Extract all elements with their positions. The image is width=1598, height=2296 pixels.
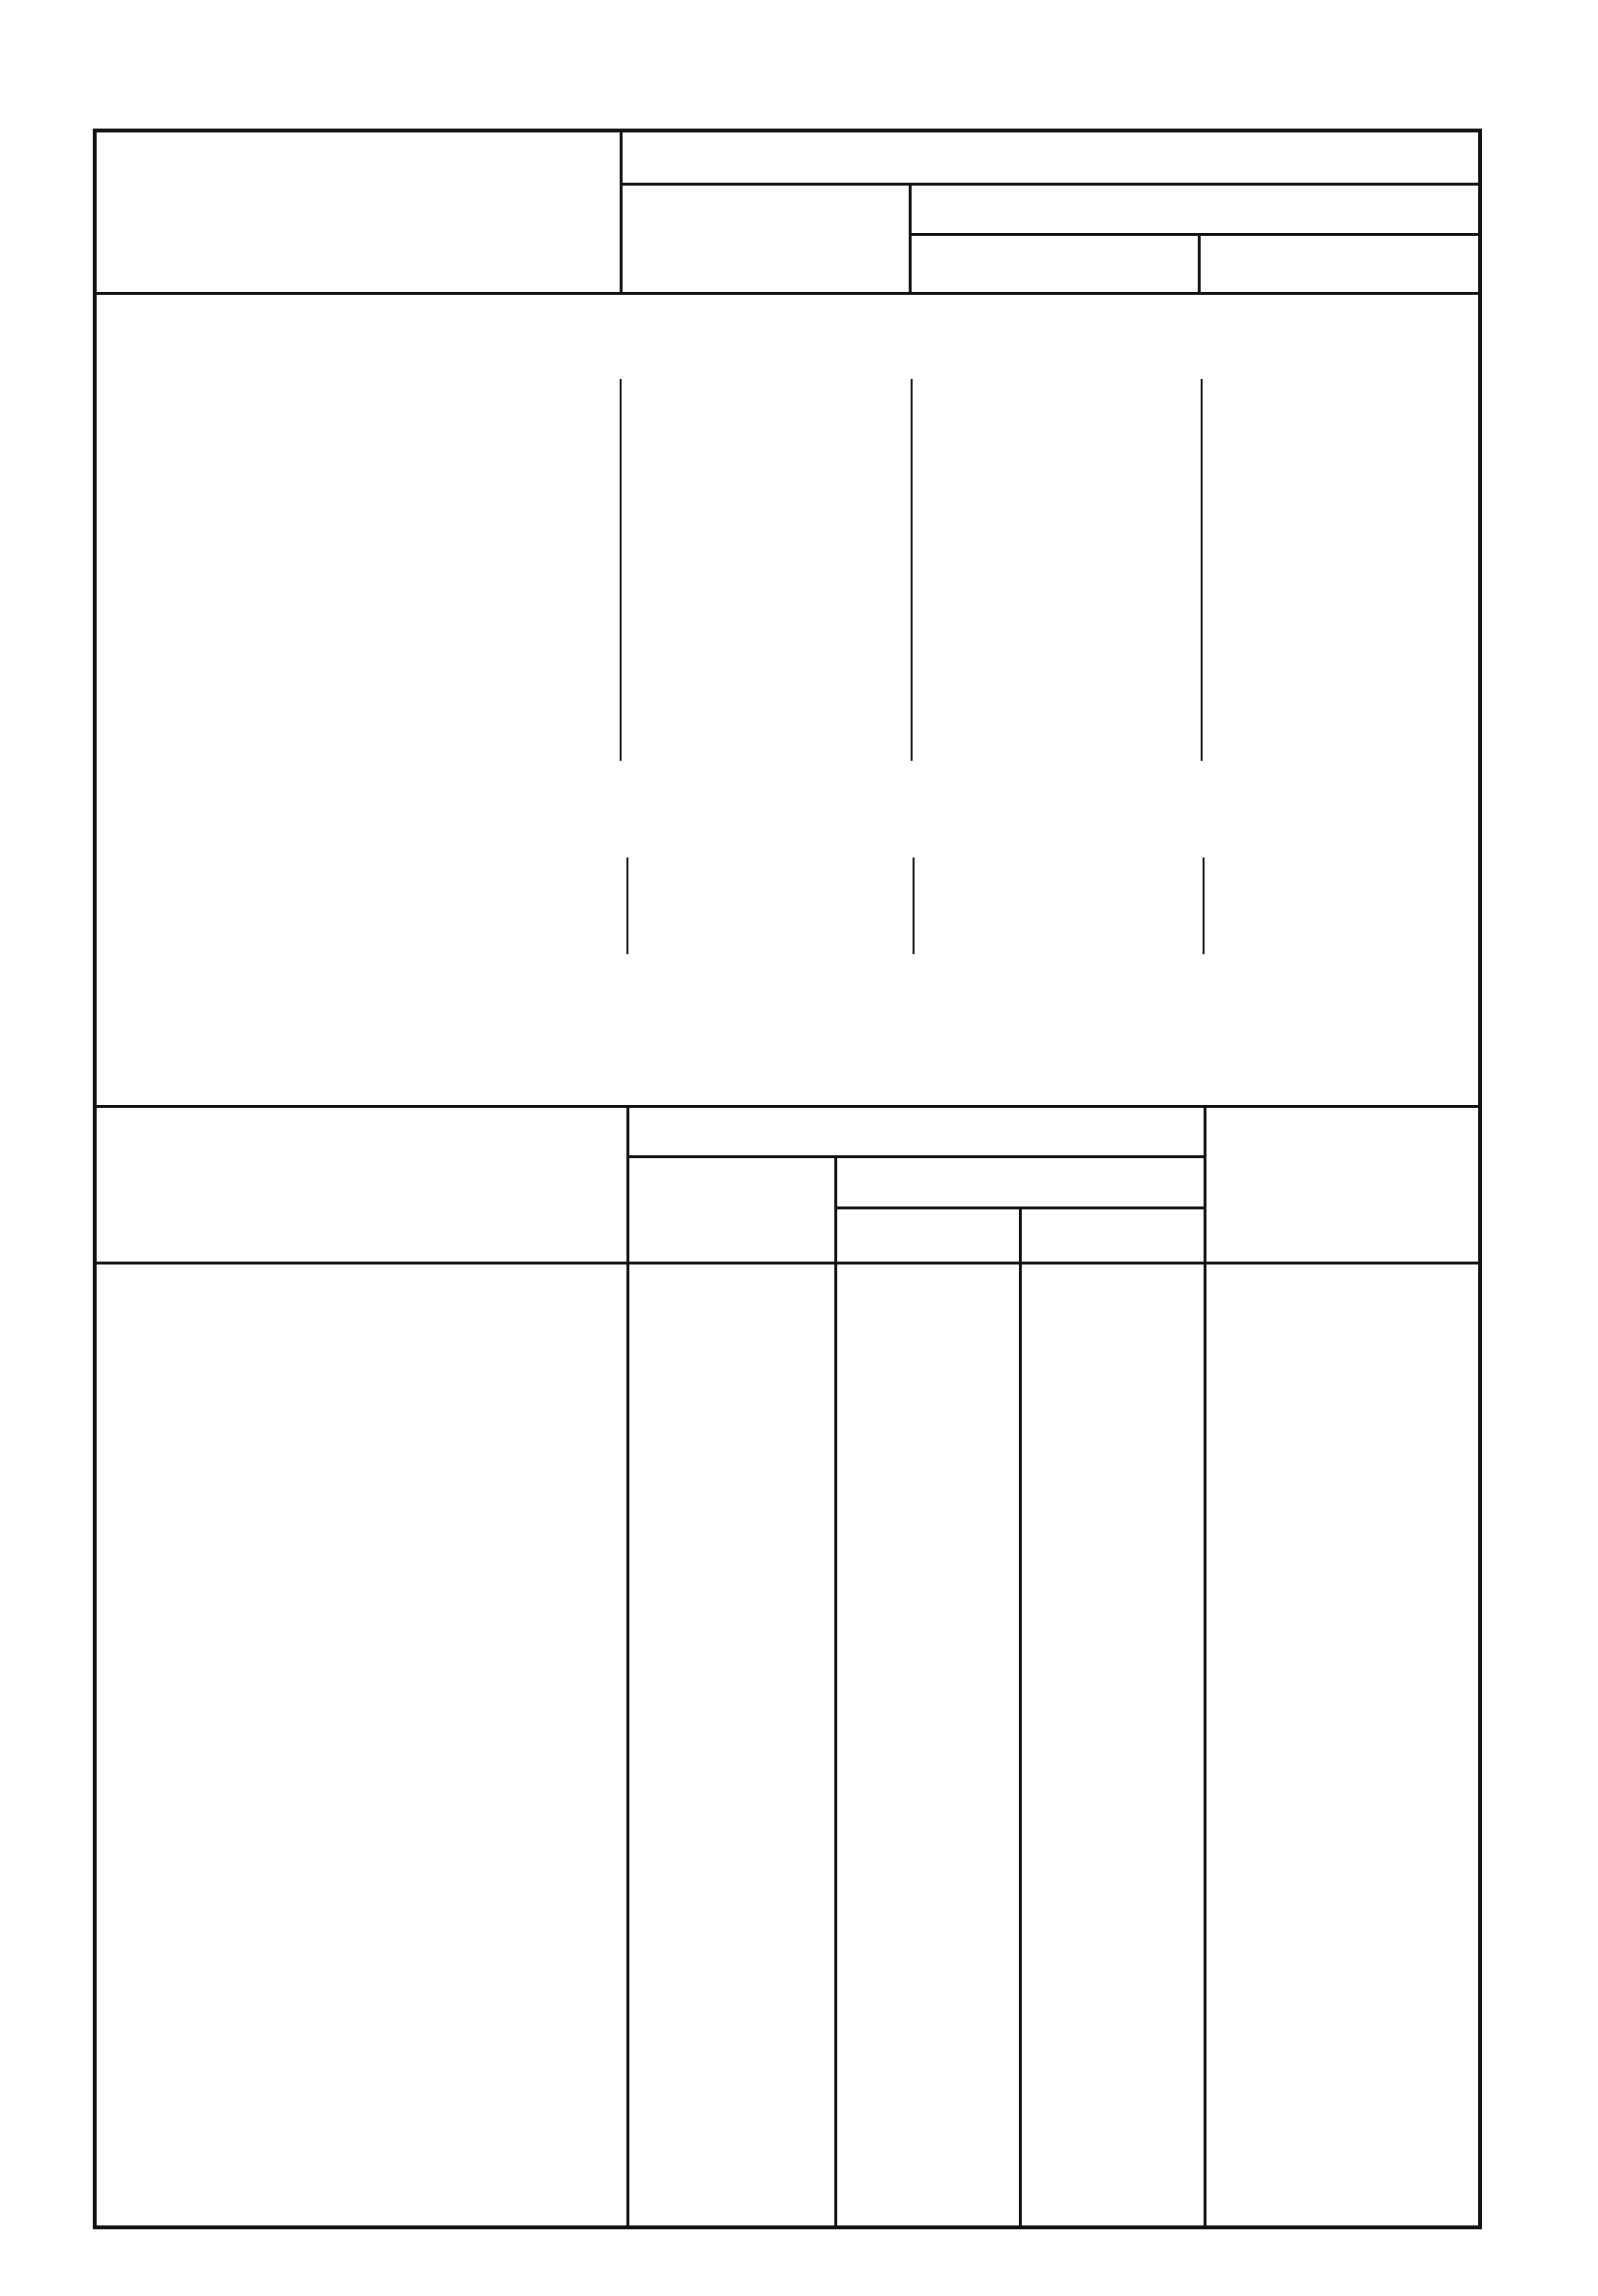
- si-units-table: [93, 129, 1482, 2229]
